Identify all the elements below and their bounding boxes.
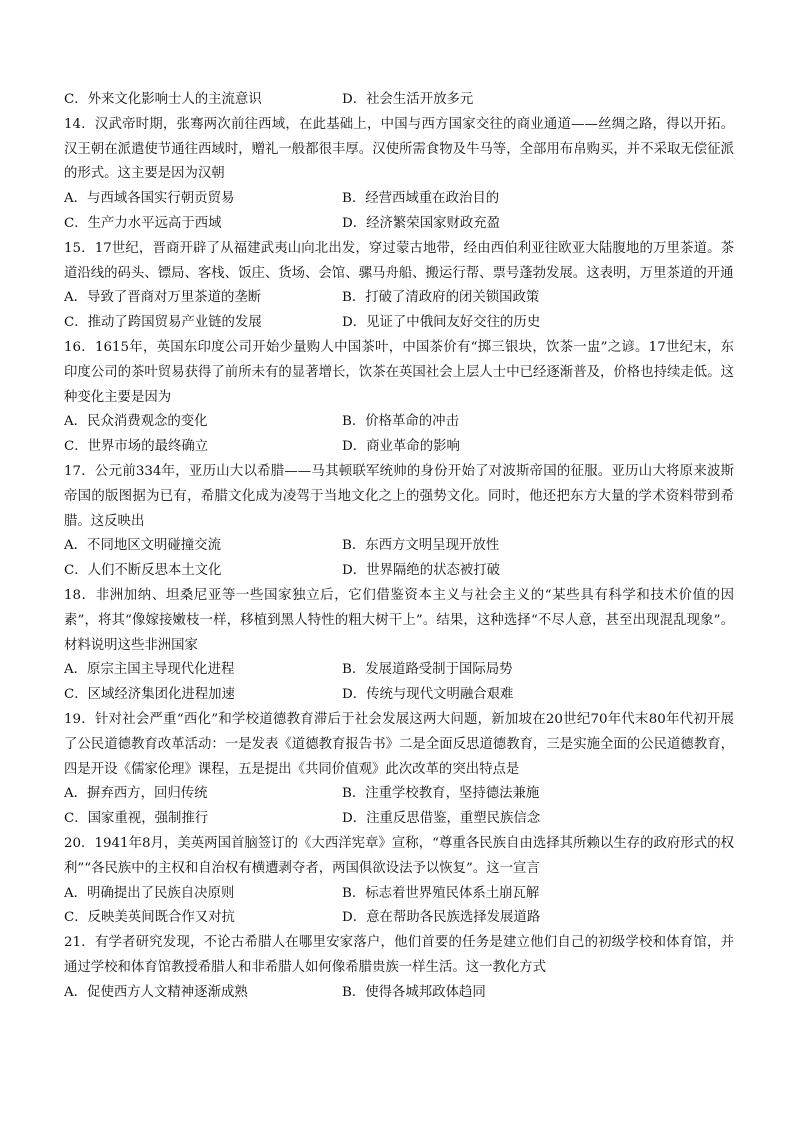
question-stem: 21．有学者研究发现，不论古希腊人在哪里安家落户，他们首要的任务是建立他们自己的初级学校和体育馆，并通过学校和体育馆教授希腊人和非希腊人如何像希腊贵族一样生活。这一教化方式 [64,935,734,975]
exam-page [64,88,734,1005]
option-c[interactable]: C．区域经济集团化进程加速 [64,687,235,703]
question-options [64,286,734,336]
option-d[interactable]: D．经济繁荣国家财政充盈 [342,215,501,231]
question-options [64,782,734,832]
question-21 [64,931,734,1005]
option-d[interactable]: D．商业革命的影响 [342,439,460,455]
option-a[interactable]: A．与西域各国实行朝贡贸易 [64,191,235,207]
option-b[interactable]: B．标志着世界殖民体系土崩瓦解 [342,885,540,901]
option-b[interactable]: B．使得各城邦政体趋同 [342,984,486,1000]
option-b[interactable]: B．注重学校教育，坚持德法兼施 [342,786,540,802]
option-c[interactable]: C．反映美英间既合作又对抗 [64,910,235,926]
question-options [64,882,734,932]
option-b[interactable]: B．发展道路受制于国际局势 [342,662,513,678]
option-b[interactable]: B．东西方文明呈现开放性 [342,538,500,554]
question-19 [64,708,734,832]
question-17 [64,460,734,584]
option-c[interactable]: C．世界市场的最终确立 [64,439,209,455]
top-options [64,88,734,113]
question-18 [64,584,734,708]
question-stem: 20．1941年8月，美英两国首脑签订的《大西洋宪章》宣称，“尊重各民族自由选择其所赖以生存的政府形式的权利”“各民族中的主权和自治权有横遭剥夺者，两国俱欲设法予以恢复”。这一宣言 [64,835,734,876]
option-a[interactable]: A．促使西方人文精神逐渐成熟 [64,984,248,1000]
question-options [64,981,734,1006]
option-d[interactable]: D．意在帮助各民族选择发展道路 [342,910,541,926]
option-d[interactable]: D．注重反思借鉴，重塑民族信念 [342,811,541,827]
option-a[interactable]: A．不同地区文明碰撞交流 [64,538,221,554]
option-c[interactable]: C．国家重视，强制推行 [64,811,209,827]
question-stem: 14．汉武帝时期，张骞两次前往西域，在此基础上，中国与西方国家交往的商业通道——丝绸之路，得以开拓。汉王朝在派遣使节通往西域时，赠礼一般都很丰厚。汉使所需食物及牛马等，全部用布帛购买，并不采取无偿征派的形式。这主要是因为汉朝 [64,116,734,182]
option-d[interactable]: D．社会生活开放多元 [342,92,474,107]
option-d[interactable]: D．见证了中俄间友好交往的历史 [342,315,541,331]
question-stem: 16．1615年，英国东印度公司开始少量购人中国茶叶，中国茶价有“掷三银块，饮茶一盅”之谚。17世纪末，东印度公司的茶叶贸易获得了前所未有的显著增长，饮茶在英国社会上层人士中已经逐渐普及，价格也持续走低。这种变化主要是因为 [64,339,734,405]
option-a[interactable]: A．摒弃西方，回归传统 [64,786,208,802]
option-a[interactable]: A．导致了晋商对万里茶道的垄断 [64,290,262,306]
question-stem: 19．针对社会严重“西化”和学校道德教育滞后于社会发展这两大问题，新加坡在20世纪70年代末80年代初开展了公民道德教育改革活动：一是发表《道德教育报告书》二是全面反思道德教育，三是实施全面的公民道德教育，四是开设《儒家伦理》课程，五是提出《共同价值观》此次改革的突出特点是 [64,711,734,777]
option-d[interactable]: D．传统与现代文明融合艰难 [342,687,514,703]
option-b[interactable]: B．打破了清政府的闭关锁国政策 [342,290,540,306]
option-b[interactable]: B．经营西域重在政治目的 [342,191,500,207]
option-c[interactable]: C．外来文化影响士人的主流意识 [64,92,262,107]
question-options [64,534,734,584]
question-20 [64,832,734,931]
option-a[interactable]: A．明确提出了民族自决原则 [64,885,235,901]
question-stem: 18．非洲加纳、坦桑尼亚等一些国家独立后，它们借鉴资本主义与社会主义的“某些具有科学和技术价值的因素”，将其“像嫁接嫩枝一样，移植到黑人特性的粗大树干上”。结果，这种选择“不尽人意，甚至出现混乱现象”。材料说明这些非洲国家 [64,587,734,653]
option-b[interactable]: B．价格革命的冲击 [342,414,459,430]
option-c[interactable]: C．生产力水平远高于西域 [64,215,222,231]
question-options [64,658,734,708]
option-d[interactable]: D．世界隔绝的状态被打破 [342,563,501,579]
question-options [64,187,734,237]
question-14 [64,113,734,237]
question-15 [64,237,734,336]
option-c[interactable]: C．人们不断反思本土文化 [64,563,222,579]
question-stem: 17．公元前334年，亚历山大以希腊——马其顿联军统帅的身份开始了对波斯帝国的征服。亚历山大将原来波斯帝国的版图据为已有，希腊文化成为凌驾于当地文化之上的强势文化。同时，他还把东方大量的学术资料带到希腊。这反映出 [64,463,734,529]
option-c[interactable]: C．推动了跨国贸易产业链的发展 [64,315,262,331]
question-stem: 15．17世纪，晋商开辟了从福建武夷山向北出发，穿过蒙古地带，经由西伯利亚往欧亚大陆腹地的万里茶道。茶道沿线的码头、镖局、客栈、饭庄、货场、会馆、骡马舟船、搬运行帮、票号蓬勃发展。这表明，万里茶道的开通 [64,240,734,281]
option-a[interactable]: A．原宗主国主导现代化进程 [64,662,235,678]
question-options [64,410,734,460]
option-a[interactable]: A．民众消费观念的变化 [64,414,208,430]
question-16 [64,336,734,460]
